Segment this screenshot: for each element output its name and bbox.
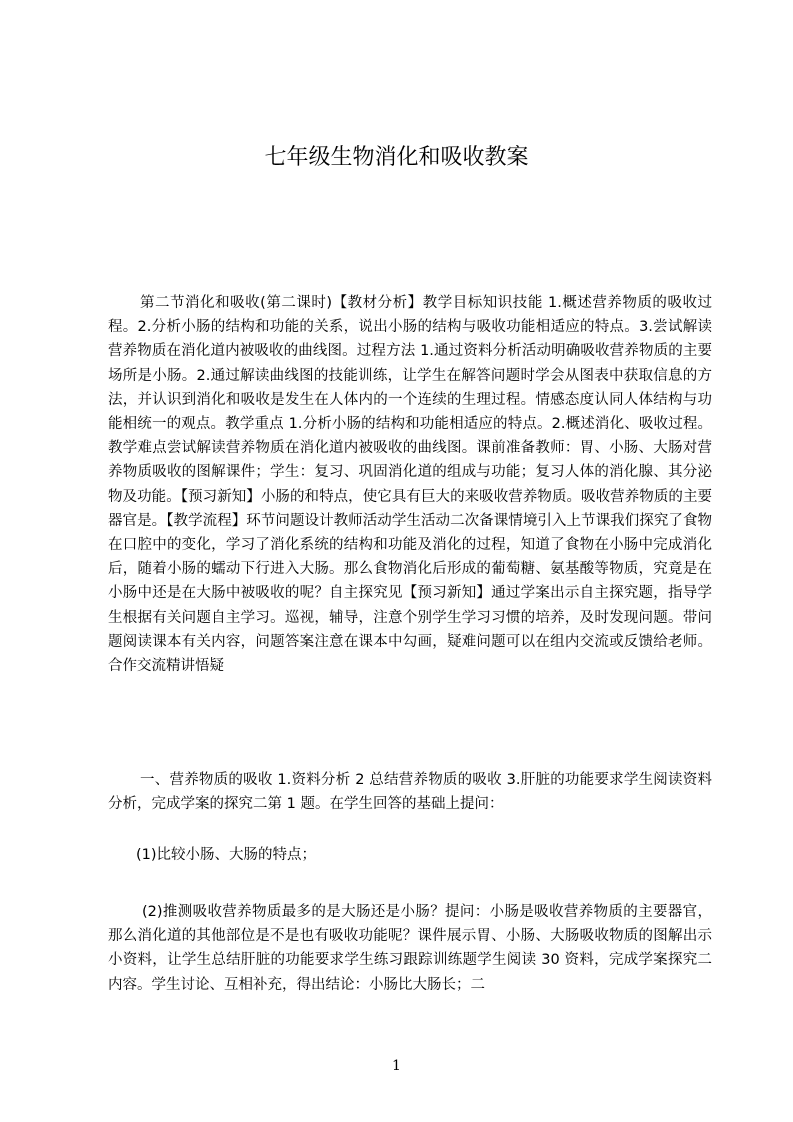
paragraph-nutrient-absorption: 一、营养物质的吸收 1.资料分析 2 总结营养物质的吸收 3.肝脏的功能要求学生阅读资料分析，完成学案的探究二第 1 题。在学生回答的基础上提问：	[108, 772, 712, 813]
paragraph-question-1: (1)比较小肠、大肠的特点；	[136, 847, 317, 863]
page-number: 1	[392, 1058, 401, 1074]
paragraph-lesson-overview: 第二节消化和吸收(第二课时)【教材分析】教学目标知识技能 1.概述营养物质的吸收过程。2.分析小肠的结构和功能的关系，说出小肠的结构与吸收功能相适应的特点。3.尝试解读营养物质在消化道内被吸收的曲线图。过程方法 1.通过资料分析活动明确吸收营养物质的主要场所是小肠。2.通过解读曲线图的技能训练，让学生在解答问题时学会从图表中获取信息的方法，并认识到消化和吸收是发生在人体内的一个连续的生理过程。情感态度认同人体结构与功能相统一的观点。教学重点 1.分析小肠的结构和功能相适应的特点。2.概述消化、吸收过程。教学难点尝试解读营养物质在消化道内被吸收的曲线图。课前准备教师：胃、小肠、大肠对营养物质吸收的图解课件；学生：复习、巩固消化道的组成与功能；复习人体的消化腺、其分泌物及功能。【预习新知】小肠的和特点，使它具有巨大的来吸收营养物质。吸收营养物质的主要器官是。【教学流程】环节问题设计教师活动学生活动二次备课情境引入上节课我们探究了食物在口腔中的变化，学习了消化系统的结构和功能及消化的过程，知道了食物在小肠中完成消化后，随着小肠的蠕动下行进入大肠。那么食物消化后形成的葡萄糖、氨基酸等物质，究竟是在小肠中还是在大肠中被吸收的呢？自主探究见【预习新知】通过学案出示自主探究题，指导学生根据有关问题自主学习。巡视，辅导，注意个别学生学习习惯的培养，及时发现问题。带问题阅读课本有关内容，问题答案注意在课本中勾画，疑难问题可以在组内交流或反馈给老师。合作交流精讲悟疑	[108, 295, 712, 675]
document-title: 七年级生物消化和吸收教案	[264, 145, 529, 170]
paragraph-question-2: (2)推测吸收营养物质最多的是大肠还是小肠？提问：小肠是吸收营养物质的主要器官，那么消化道的其他部位是不是也有吸收功能呢？课件展示胃、小肠、大肠吸收物质的图解出示小资料，让学生总结肝脏的功能要求学生练习跟踪训练题学生阅读 30 资料，完成学案探究二内容。学生讨论、互相补充，得出结论：小肠比大肠长；二	[108, 904, 712, 993]
